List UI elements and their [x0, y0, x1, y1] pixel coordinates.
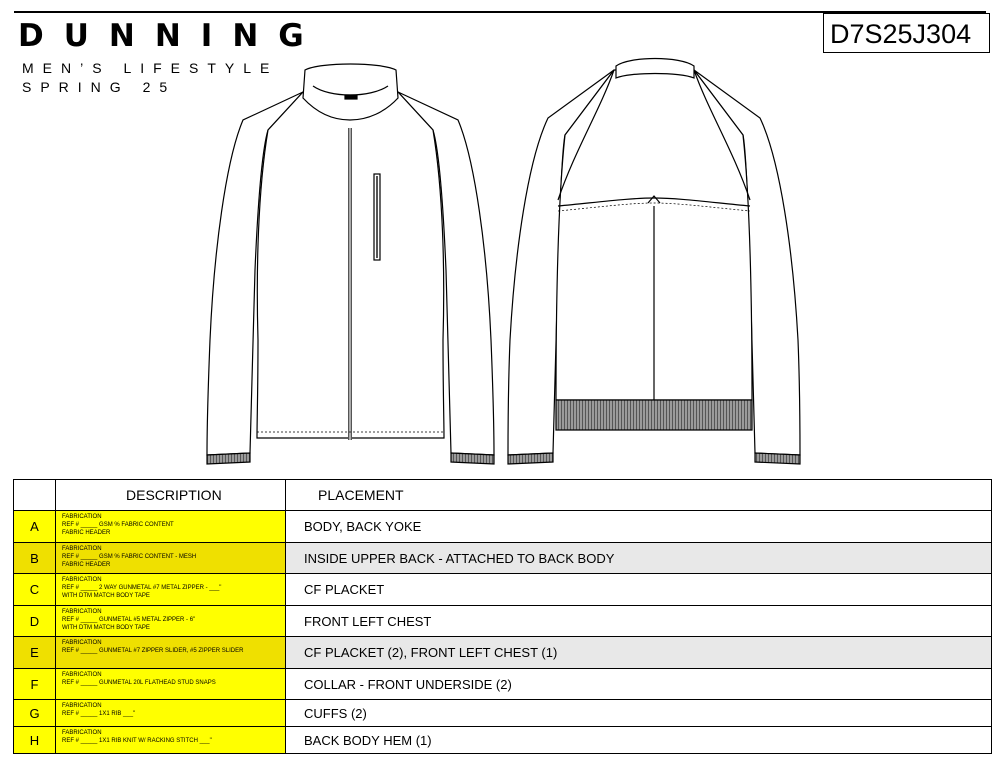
row-letter: G	[14, 700, 56, 727]
spec-table-header	[14, 480, 992, 511]
table-row	[14, 543, 992, 574]
description-header: DESCRIPTION	[56, 480, 286, 511]
season-line: SPRING 25	[22, 79, 177, 95]
table-row	[14, 669, 992, 700]
style-number-box: D7S25J304	[823, 13, 990, 53]
row-description: FABRICATION REF # _____ GSM % FABRIC CONTENT FABRIC HEADER	[56, 511, 286, 543]
table-row	[14, 511, 992, 543]
row-description: FABRICATION REF # _____ GUNMETAL #5 METAL ZIPPER - 6" WITH DTM MATCH BODY TAPE	[56, 606, 286, 637]
back-hem-rib	[556, 400, 752, 430]
row-description: FABRICATION REF # _____ 1X1 RIB ___"	[56, 700, 286, 727]
row-placement: CF PLACKET	[286, 574, 992, 606]
row-letter: A	[14, 511, 56, 543]
placement-header: PLACEMENT	[286, 480, 992, 511]
row-placement: BODY, BACK YOKE	[286, 511, 992, 543]
front-view	[207, 64, 494, 464]
row-letter: B	[14, 543, 56, 574]
back-view	[508, 59, 800, 465]
table-row	[14, 727, 992, 754]
spec-table	[13, 479, 992, 754]
row-placement: COLLAR - FRONT UNDERSIDE (2)	[286, 669, 992, 700]
letter-header	[14, 480, 56, 511]
table-row	[14, 606, 992, 637]
row-letter: C	[14, 574, 56, 606]
row-placement: CF PLACKET (2), FRONT LEFT CHEST (1)	[286, 637, 992, 669]
table-row	[14, 637, 992, 669]
row-description: FABRICATION REF # _____ 1X1 RIB KNIT W/ RACKING STITCH ___"	[56, 727, 286, 754]
row-description: FABRICATION REF # _____ GUNMETAL 20L FLATHEAD STUD SNAPS	[56, 669, 286, 700]
row-placement: INSIDE UPPER BACK - ATTACHED TO BACK BODY	[286, 543, 992, 574]
row-description: FABRICATION REF # _____ GUNMETAL #7 ZIPPER SLIDER, #5 ZIPPER SLIDER	[56, 637, 286, 669]
row-letter: H	[14, 727, 56, 754]
row-letter: E	[14, 637, 56, 669]
row-description: FABRICATION REF # _____ GSM % FABRIC CONTENT - MESH FABRIC HEADER	[56, 543, 286, 574]
table-row	[14, 574, 992, 606]
row-placement: CUFFS (2)	[286, 700, 992, 727]
row-letter: D	[14, 606, 56, 637]
row-placement: BACK BODY HEM (1)	[286, 727, 992, 754]
row-placement: FRONT LEFT CHEST	[286, 606, 992, 637]
collection-line: MEN’S LIFESTYLE	[22, 60, 279, 76]
row-description: FABRICATION REF # _____ 2 WAY GUNMETAL #7 METAL ZIPPER - ___" WITH DTM MATCH BODY TAPE	[56, 574, 286, 606]
brand-logo: DUNNING	[18, 18, 324, 54]
table-row	[14, 700, 992, 727]
row-letter: F	[14, 669, 56, 700]
